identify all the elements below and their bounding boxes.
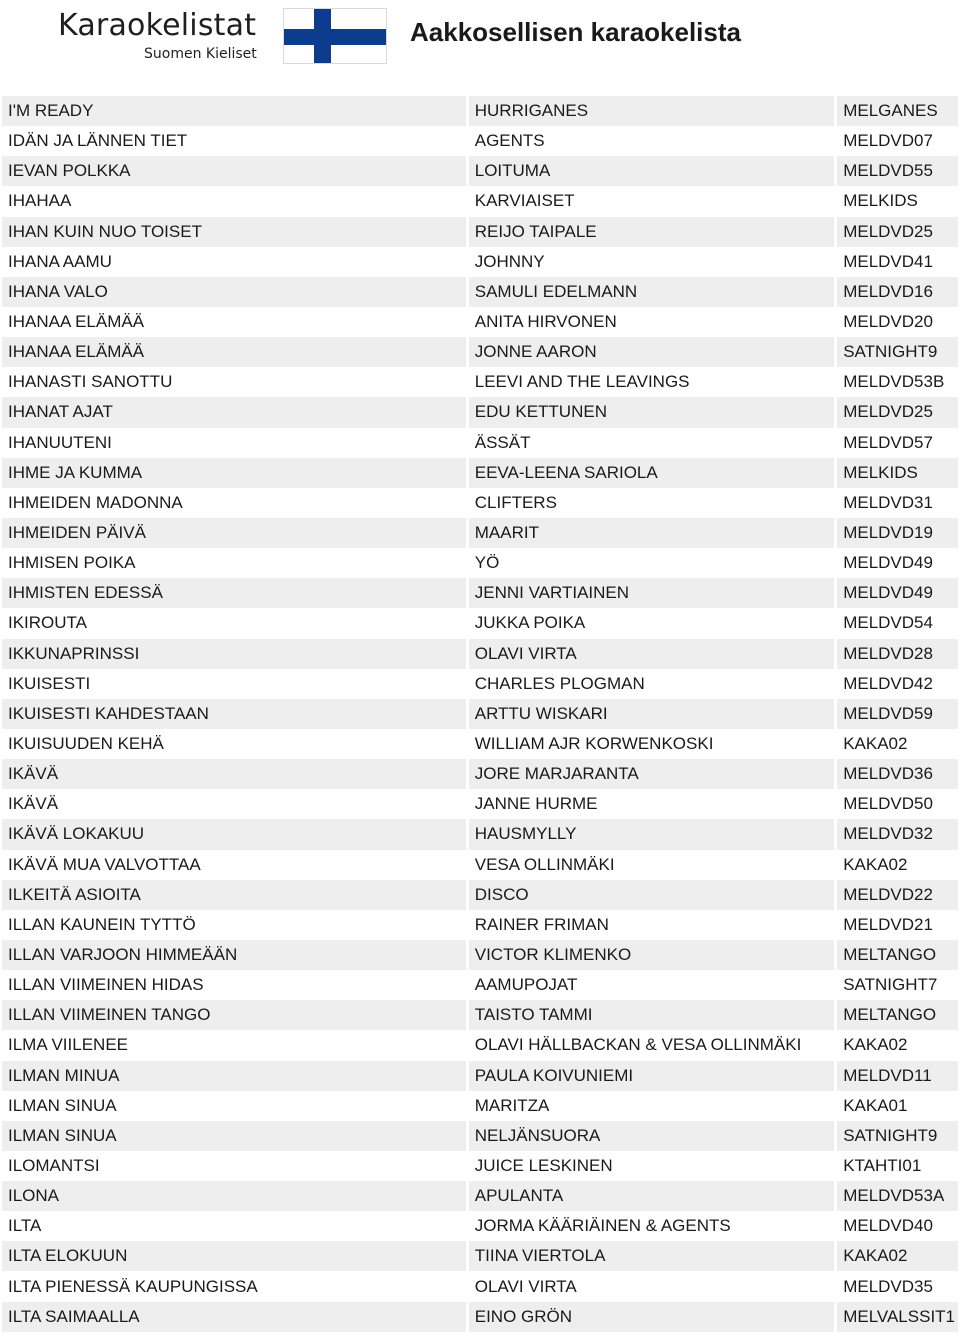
song-title-cell: IKÄVÄ LOKAKUU bbox=[2, 819, 469, 849]
artist-cell: JOHNNY bbox=[469, 247, 837, 277]
disc-code-cell: KTAHTI01 bbox=[837, 1151, 958, 1181]
song-title-cell: ILLAN VIIMEINEN TANGO bbox=[2, 1000, 469, 1030]
table-row bbox=[2, 699, 958, 729]
song-title-cell: IHMEIDEN PÄIVÄ bbox=[2, 518, 469, 548]
artist-cell: MARITZA bbox=[469, 1091, 837, 1121]
table-row bbox=[2, 277, 958, 307]
disc-code-cell: SATNIGHT7 bbox=[837, 970, 958, 1000]
disc-code-cell: MELDVD54 bbox=[837, 608, 958, 638]
song-title-cell: IHMISTEN EDESSÄ bbox=[2, 578, 469, 608]
artist-cell: KARVIAISET bbox=[469, 186, 837, 216]
disc-code-cell: MELVALSSIT1 bbox=[837, 1302, 958, 1332]
table-row bbox=[2, 970, 958, 1000]
table-row bbox=[2, 1000, 958, 1030]
song-title-cell: I'M READY bbox=[2, 96, 469, 126]
table-row bbox=[2, 1091, 958, 1121]
table-row bbox=[2, 639, 958, 669]
artist-cell: NELJÄNSUORA bbox=[469, 1121, 837, 1151]
artist-cell: OLAVI VIRTA bbox=[469, 1271, 837, 1301]
artist-cell: EEVA-LEENA SARIOLA bbox=[469, 458, 837, 488]
disc-code-cell: MELDVD49 bbox=[837, 578, 958, 608]
artist-cell: ARTTU WISKARI bbox=[469, 699, 837, 729]
table-row bbox=[2, 397, 958, 427]
disc-code-cell: MELDVD19 bbox=[837, 518, 958, 548]
logo-tagline: Suomen Kieliset bbox=[144, 46, 257, 62]
artist-cell: JUICE LESKINEN bbox=[469, 1151, 837, 1181]
song-title-cell: ILLAN KAUNEIN TYTTÖ bbox=[2, 910, 469, 940]
table-row bbox=[2, 940, 958, 970]
artist-cell: OLAVI HÄLLBACKAN & VESA OLLINMÄKI bbox=[469, 1030, 837, 1060]
song-title-cell: ILMAN SINUA bbox=[2, 1091, 469, 1121]
disc-code-cell: MELGANES bbox=[837, 96, 958, 126]
table-row bbox=[2, 217, 958, 247]
disc-code-cell: MELDVD11 bbox=[837, 1061, 958, 1091]
table-row bbox=[2, 729, 958, 759]
song-title-cell: ILOMANTSI bbox=[2, 1151, 469, 1181]
disc-code-cell: MELDVD31 bbox=[837, 488, 958, 518]
table-row bbox=[2, 1211, 958, 1241]
table-row bbox=[2, 1121, 958, 1151]
song-title-cell: IHANAA ELÄMÄÄ bbox=[2, 307, 469, 337]
artist-cell: APULANTA bbox=[469, 1181, 837, 1211]
artist-cell: JORE MARJARANTA bbox=[469, 759, 837, 789]
song-title-cell: IDÄN JA LÄNNEN TIET bbox=[2, 126, 469, 156]
table-row bbox=[2, 789, 958, 819]
song-title-cell: ILMAN SINUA bbox=[2, 1121, 469, 1151]
disc-code-cell: MELDVD59 bbox=[837, 699, 958, 729]
song-rows bbox=[2, 96, 958, 1332]
table-row bbox=[2, 880, 958, 910]
song-title-cell: IKÄVÄ bbox=[2, 789, 469, 819]
disc-code-cell: MELDVD20 bbox=[837, 307, 958, 337]
disc-code-cell: MELDVD35 bbox=[837, 1271, 958, 1301]
artist-cell: AGENTS bbox=[469, 126, 837, 156]
disc-code-cell: MELDVD16 bbox=[837, 277, 958, 307]
song-title-cell: ILMA VIILENEE bbox=[2, 1030, 469, 1060]
artist-cell: CLIFTERS bbox=[469, 488, 837, 518]
disc-code-cell: MELDVD25 bbox=[837, 397, 958, 427]
song-title-cell: IHANASTI SANOTTU bbox=[2, 367, 469, 397]
table-row bbox=[2, 850, 958, 880]
artist-cell: YÖ bbox=[469, 548, 837, 578]
song-title-cell: IHANUUTENI bbox=[2, 428, 469, 458]
song-title-cell: ILONA bbox=[2, 1181, 469, 1211]
artist-cell: WILLIAM AJR KORWENKOSKI bbox=[469, 729, 837, 759]
disc-code-cell: MELTANGO bbox=[837, 1000, 958, 1030]
disc-code-cell: MELDVD22 bbox=[837, 880, 958, 910]
song-title-cell: ILTA SAIMAALLA bbox=[2, 1302, 469, 1332]
artist-cell: EDU KETTUNEN bbox=[469, 397, 837, 427]
disc-code-cell: MELDVD32 bbox=[837, 819, 958, 849]
table-row bbox=[2, 1181, 958, 1211]
artist-cell: JENNI VARTIAINEN bbox=[469, 578, 837, 608]
song-title-cell: IHME JA KUMMA bbox=[2, 458, 469, 488]
disc-code-cell: KAKA02 bbox=[837, 1241, 958, 1271]
table-row bbox=[2, 367, 958, 397]
song-title-cell: ILMAN MINUA bbox=[2, 1061, 469, 1091]
table-row bbox=[2, 1151, 958, 1181]
table-row bbox=[2, 307, 958, 337]
disc-code-cell: KAKA02 bbox=[837, 729, 958, 759]
song-title-cell: IHANAT AJAT bbox=[2, 397, 469, 427]
disc-code-cell: MELTANGO bbox=[837, 940, 958, 970]
table-row bbox=[2, 1271, 958, 1301]
disc-code-cell: MELDVD28 bbox=[837, 639, 958, 669]
disc-code-cell: MELDVD57 bbox=[837, 428, 958, 458]
artist-cell: ÄSSÄT bbox=[469, 428, 837, 458]
page-header bbox=[0, 0, 960, 96]
song-title-cell: IKUISUUDEN KEHÄ bbox=[2, 729, 469, 759]
artist-cell: CHARLES PLOGMAN bbox=[469, 669, 837, 699]
table-row bbox=[2, 1030, 958, 1060]
song-title-cell: IEVAN POLKKA bbox=[2, 156, 469, 186]
song-title-cell: ILTA bbox=[2, 1211, 469, 1241]
artist-cell: SAMULI EDELMANN bbox=[469, 277, 837, 307]
artist-cell: MAARIT bbox=[469, 518, 837, 548]
song-title-cell: ILTA ELOKUUN bbox=[2, 1241, 469, 1271]
flag-cross-horizontal bbox=[284, 29, 386, 45]
disc-code-cell: MELDVD55 bbox=[837, 156, 958, 186]
logo-wordmark: Karaokelistat bbox=[58, 8, 257, 43]
disc-code-cell: MELDVD07 bbox=[837, 126, 958, 156]
song-title-cell: IKKUNAPRINSSI bbox=[2, 639, 469, 669]
song-title-cell: ILLAN VARJOON HIMMEÄÄN bbox=[2, 940, 469, 970]
disc-code-cell: MELDVD53A bbox=[837, 1181, 958, 1211]
disc-code-cell: MELKIDS bbox=[837, 458, 958, 488]
artist-cell: EINO GRÖN bbox=[469, 1302, 837, 1332]
table-row bbox=[2, 578, 958, 608]
disc-code-cell: MELDVD50 bbox=[837, 789, 958, 819]
table-row bbox=[2, 608, 958, 638]
artist-cell: JUKKA POIKA bbox=[469, 608, 837, 638]
table-row bbox=[2, 156, 958, 186]
table-row bbox=[2, 759, 958, 789]
table-row bbox=[2, 548, 958, 578]
table-row bbox=[2, 96, 958, 126]
table-row bbox=[2, 1302, 958, 1332]
table-row bbox=[2, 1061, 958, 1091]
table-row bbox=[2, 488, 958, 518]
song-title-cell: ILLAN VIIMEINEN HIDAS bbox=[2, 970, 469, 1000]
song-title-cell: IHAN KUIN NUO TOISET bbox=[2, 217, 469, 247]
song-title-cell: IHAHAA bbox=[2, 186, 469, 216]
artist-cell: ANITA HIRVONEN bbox=[469, 307, 837, 337]
song-title-cell: IHANAA ELÄMÄÄ bbox=[2, 337, 469, 367]
disc-code-cell: MELDVD42 bbox=[837, 669, 958, 699]
song-title-cell: IKUISESTI KAHDESTAAN bbox=[2, 699, 469, 729]
table-row bbox=[2, 669, 958, 699]
karaoke-song-table bbox=[2, 96, 958, 1332]
page-title: Aakkosellisen karaokelista bbox=[410, 17, 741, 47]
artist-cell: RAINER FRIMAN bbox=[469, 910, 837, 940]
flag-cross-vertical bbox=[314, 9, 331, 63]
song-title-cell: IHMEIDEN MADONNA bbox=[2, 488, 469, 518]
table-row bbox=[2, 518, 958, 548]
artist-cell: AAMUPOJAT bbox=[469, 970, 837, 1000]
karaokelistat-logo bbox=[58, 8, 272, 66]
table-row bbox=[2, 458, 958, 488]
artist-cell: DISCO bbox=[469, 880, 837, 910]
artist-cell: HAUSMYLLY bbox=[469, 819, 837, 849]
artist-cell: REIJO TAIPALE bbox=[469, 217, 837, 247]
table-row bbox=[2, 428, 958, 458]
disc-code-cell: MELDVD41 bbox=[837, 247, 958, 277]
disc-code-cell: MELDVD21 bbox=[837, 910, 958, 940]
song-title-cell: IHANA AAMU bbox=[2, 247, 469, 277]
artist-cell: LOITUMA bbox=[469, 156, 837, 186]
disc-code-cell: KAKA01 bbox=[837, 1091, 958, 1121]
disc-code-cell: MELDVD36 bbox=[837, 759, 958, 789]
finnish-flag-icon bbox=[283, 8, 387, 64]
song-title-cell: IKUISESTI bbox=[2, 669, 469, 699]
table-row bbox=[2, 247, 958, 277]
artist-cell: TAISTO TAMMI bbox=[469, 1000, 837, 1030]
song-title-cell: ILKEITÄ ASIOITA bbox=[2, 880, 469, 910]
artist-cell: JANNE HURME bbox=[469, 789, 837, 819]
artist-cell: LEEVI AND THE LEAVINGS bbox=[469, 367, 837, 397]
disc-code-cell: KAKA02 bbox=[837, 1030, 958, 1060]
disc-code-cell: KAKA02 bbox=[837, 850, 958, 880]
song-title-cell: IHMISEN POIKA bbox=[2, 548, 469, 578]
table-row bbox=[2, 819, 958, 849]
table-row bbox=[2, 1241, 958, 1271]
song-title-cell: IHANA VALO bbox=[2, 277, 469, 307]
song-title-cell: ILTA PIENESSÄ KAUPUNGISSA bbox=[2, 1271, 469, 1301]
artist-cell: JORMA KÄÄRIÄINEN & AGENTS bbox=[469, 1211, 837, 1241]
song-title-cell: IKÄVÄ bbox=[2, 759, 469, 789]
disc-code-cell: SATNIGHT9 bbox=[837, 337, 958, 367]
song-title-cell: IKÄVÄ MUA VALVOTTAA bbox=[2, 850, 469, 880]
artist-cell: PAULA KOIVUNIEMI bbox=[469, 1061, 837, 1091]
table-row bbox=[2, 910, 958, 940]
artist-cell: HURRIGANES bbox=[469, 96, 837, 126]
disc-code-cell: MELKIDS bbox=[837, 186, 958, 216]
artist-cell: VICTOR KLIMENKO bbox=[469, 940, 837, 970]
table-row bbox=[2, 186, 958, 216]
disc-code-cell: MELDVD53B bbox=[837, 367, 958, 397]
song-title-cell: IKIROUTA bbox=[2, 608, 469, 638]
disc-code-cell: MELDVD25 bbox=[837, 217, 958, 247]
disc-code-cell: MELDVD40 bbox=[837, 1211, 958, 1241]
table-row bbox=[2, 337, 958, 367]
artist-cell: TIINA VIERTOLA bbox=[469, 1241, 837, 1271]
table-row bbox=[2, 126, 958, 156]
disc-code-cell: MELDVD49 bbox=[837, 548, 958, 578]
artist-cell: OLAVI VIRTA bbox=[469, 639, 837, 669]
artist-cell: VESA OLLINMÄKI bbox=[469, 850, 837, 880]
artist-cell: JONNE AARON bbox=[469, 337, 837, 367]
disc-code-cell: SATNIGHT9 bbox=[837, 1121, 958, 1151]
